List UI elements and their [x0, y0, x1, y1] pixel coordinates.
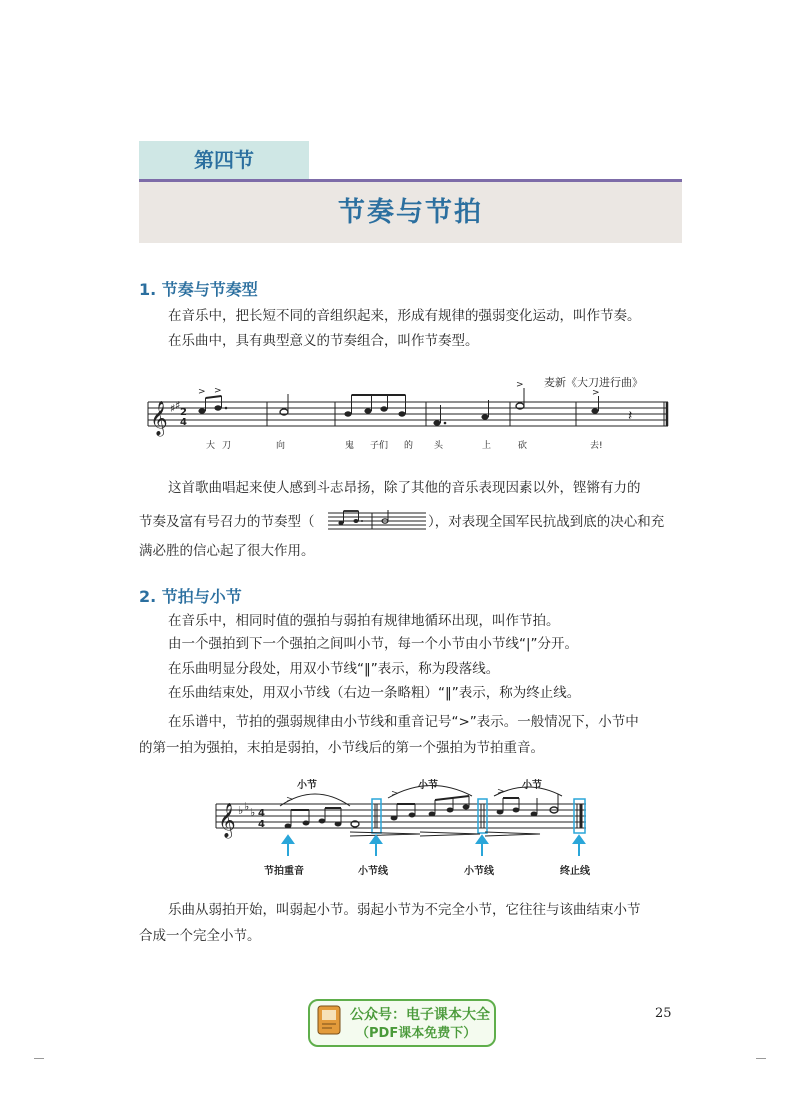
- paragraph-song-effect: 这首歌曲唱起来使人感到斗志昂扬，除了其他的音乐表现因素以外，铿锵有力的: [168, 480, 641, 496]
- book-icon: [316, 1004, 344, 1038]
- svg-text:𝄽: 𝄽: [628, 408, 633, 424]
- lyric: 大: [206, 441, 216, 451]
- section-number: 第四节: [194, 148, 254, 172]
- paragraph-song-effect-2b: ），对表现全国军民抗战到底的决心和充: [428, 514, 665, 530]
- rhythm-pattern-figure: [328, 509, 426, 533]
- paragraph-rhythm-pattern-def: 在乐曲中，具有典型意义的节奏组合，叫作节奏型。: [168, 333, 479, 349]
- svg-text:4: 4: [258, 819, 265, 830]
- paragraph-accent: 在乐谱中，节拍的强弱规律由小节线和重音记号“>”表示。一般情况下，小节中: [168, 714, 639, 730]
- crop-mark: [756, 1058, 766, 1059]
- paragraph-rhythm-def: 在音乐中，把长短不同的音组织起来，形成有规律的强弱变化运动，叫作节奏。: [168, 308, 641, 324]
- heading-meter: 2. 节拍与小节: [139, 587, 242, 606]
- diagram-label-accent: 节拍重音: [264, 866, 304, 877]
- svg-text:4: 4: [180, 417, 187, 428]
- lyric: 向: [276, 441, 286, 451]
- paragraph-song-effect-3: 满必胜的信心起了很大作用。: [139, 543, 315, 559]
- diagram-label-measure: 小节: [418, 780, 438, 791]
- lyric: 砍: [518, 441, 528, 451]
- svg-text:♯: ♯: [170, 402, 176, 415]
- paragraph-measure-def: 由一个强拍到下一个强拍之间叫小节，每一个小节由小节线“|”分开。: [168, 636, 579, 652]
- lyric: 的: [404, 441, 414, 451]
- svg-text:4: 4: [258, 808, 265, 819]
- diagram-label-final-bar: 终止线: [560, 866, 590, 877]
- lyric: 刀: [222, 441, 232, 451]
- heading-rhythm: 1. 节奏与节奏型: [139, 280, 258, 299]
- diagram-label-barline: 小节线: [464, 866, 494, 877]
- song-credit: 麦新《大刀进行曲》: [544, 376, 643, 389]
- paragraph-double-bar: 在乐曲明显分段处，用双小节线“‖”表示，称为段落线。: [168, 661, 500, 677]
- svg-text:>: >: [516, 380, 524, 390]
- paragraph-anacrusis-2: 合成一个完全小节。: [139, 928, 261, 944]
- svg-text:♭: ♭: [250, 806, 256, 819]
- paragraph-song-effect-2a: 节奏及富有号召力的节奏型（: [139, 514, 315, 530]
- diagram-label-measure: 小节: [297, 780, 317, 791]
- section-title-band: [139, 182, 682, 243]
- lyric: 头: [434, 441, 444, 451]
- svg-text:2: 2: [180, 407, 187, 418]
- section-title: 节奏与节拍: [338, 197, 483, 228]
- crop-mark: [34, 1058, 44, 1059]
- svg-text:>: >: [497, 787, 505, 797]
- lyric: 鬼: [345, 441, 355, 451]
- svg-text:>: >: [592, 388, 600, 398]
- diagram-label-barline: 小节线: [358, 866, 388, 877]
- svg-text:♭: ♭: [244, 800, 250, 813]
- paragraph-anacrusis: 乐曲从弱拍开始，叫弱起小节。弱起小节为不完全小节，它往往与该曲结束小节: [168, 902, 641, 918]
- section-number-tab: [139, 141, 309, 180]
- svg-text:>: >: [286, 795, 294, 805]
- paragraph-final-bar: 在乐曲结束处，用双小节线（右边一条略粗）“‖”表示，称为终止线。: [168, 685, 581, 701]
- svg-text:𝄞: 𝄞: [150, 401, 168, 436]
- lyric: 子们: [370, 441, 389, 451]
- meter-diagram: [210, 774, 600, 880]
- lyric: 上: [482, 441, 492, 451]
- lyric: 去!: [590, 441, 603, 451]
- svg-text:𝄞: 𝄞: [218, 803, 236, 838]
- svg-text:>: >: [391, 789, 399, 799]
- svg-text:>: >: [198, 387, 206, 397]
- paragraph-accent-2: 的第一拍为强拍，末拍是弱拍，小节线后的第一个强拍为节拍重音。: [139, 740, 544, 756]
- watermark-text-2: （PDF课本免费下）: [356, 1026, 477, 1041]
- diagram-label-measure: 小节: [522, 780, 542, 791]
- svg-text:♯: ♯: [175, 399, 181, 412]
- paragraph-meter-def: 在音乐中，相同时值的强拍与弱拍有规律地循环出现，叫作节拍。: [168, 613, 560, 629]
- svg-text:♭: ♭: [238, 804, 244, 817]
- watermark-text-1: 公众号：电子课本大全: [350, 1007, 490, 1023]
- page-number: 25: [655, 1006, 672, 1021]
- svg-text:>: >: [214, 386, 222, 396]
